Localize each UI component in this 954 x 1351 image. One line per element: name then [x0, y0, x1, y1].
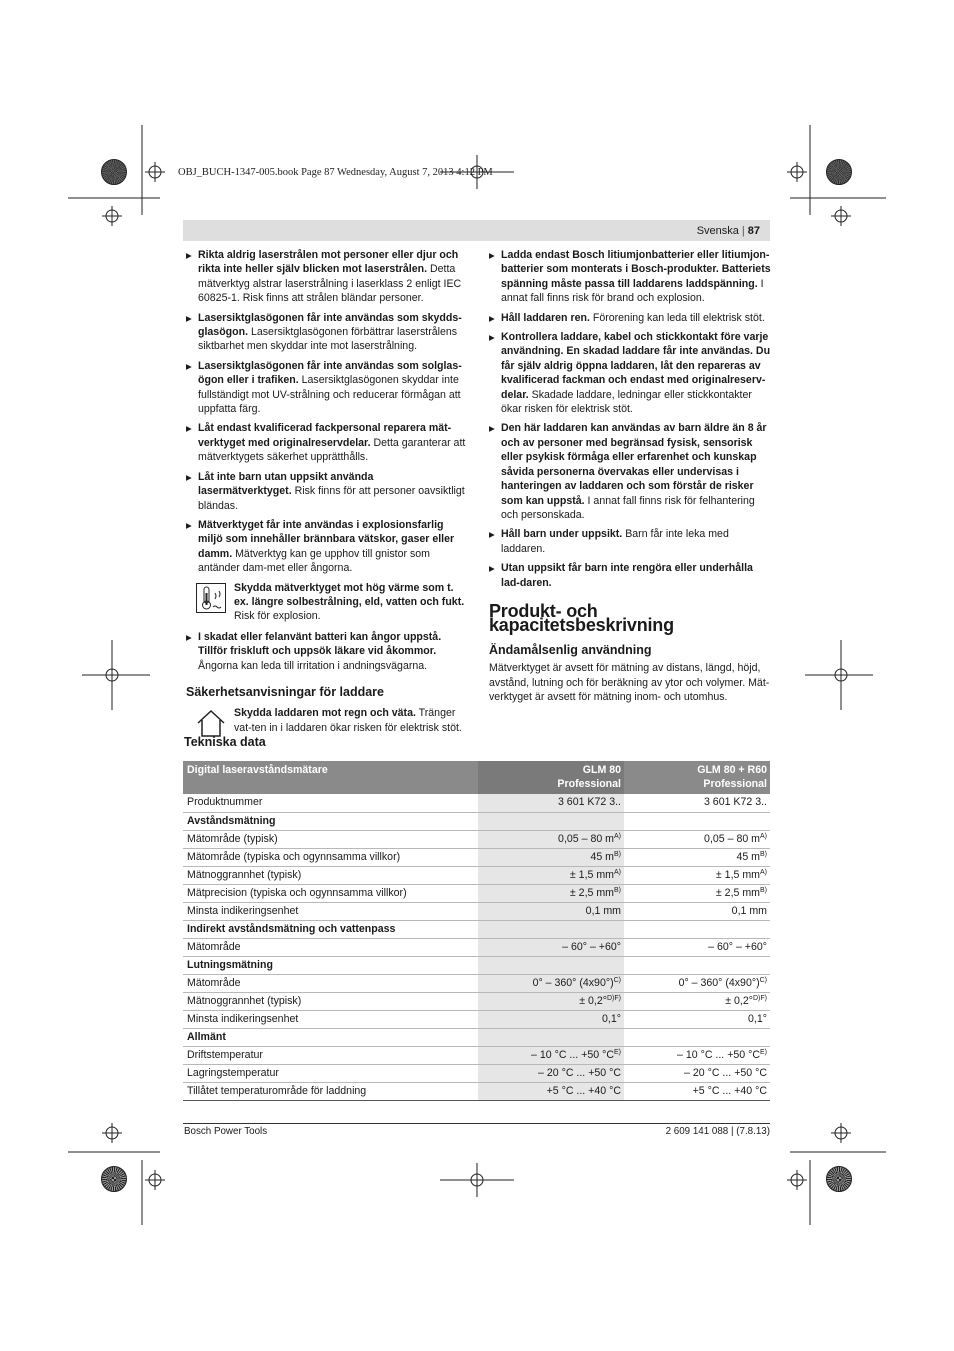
charger-bullet: ▶ Kontrollera laddare, kabel och stickkontakt före varje användning. En skadad laddare får inte användas. Du får själv aldrig öppna laddaren, låt den repareras av kvalificerad fackman och endast med originalreserv-delar. Skadade laddare, ledningar eller stickkontakter ökar risken för elektrisk stöt.	[489, 330, 771, 416]
row-value-glm80-r60: 0,1 mm	[624, 902, 770, 920]
row-value-glm80-r60: 0° – 360° $(4x90^\circ)^{C)}$	[624, 974, 770, 992]
row-value-glm80-r60	[624, 812, 770, 830]
footer-brand: Bosch Power Tools	[184, 1126, 268, 1137]
row-label: Mätområde (typiska och ogynnsamma villkor)	[183, 848, 478, 866]
safety-bullet: ▶ Mätverktyget får inte användas i explosionsfarlig miljö som innehåller brännbara vätskor, gaser eller damm. Mätverktyg kan ge upphov till gnistor som antänder dam-met eller ångorna.	[186, 518, 468, 576]
header-label: Digital laseravståndsmätare	[183, 761, 478, 794]
charger-bullet: ▶ Utan uppsikt får barn inte rengöra eller underhålla lad-daren.	[489, 561, 771, 590]
row-value-glm80: 3 601 K72 3..	[478, 794, 624, 812]
intended-use-heading: Ändamålsenlig användning	[489, 642, 652, 657]
safety-bullet: ▶ Lasersiktglasögonen får inte användas som skydds-glasögon. Lasersiktglasögonen förbättrar laserstrålens siktbarhet men skyddar inte mot laserstrålning.	[186, 311, 468, 354]
intended-use-text: Mätverktyget är avsett för mätning av distans, längd, höjd, avstånd, lutning och för beräkning av ytor och volymer. Mät-verktyget är avsett för mätning inom- och utomhus.	[489, 662, 770, 703]
row-label: Lagringstemperatur	[183, 1064, 478, 1082]
table-row	[183, 794, 770, 812]
charger-safety-heading: Säkerhetsanvisningar för laddare	[186, 684, 384, 699]
safety-bullet: ▶ Rikta aldrig laserstrålen mot personer eller djur och rikta inte heller själv blicken mot laserstrålen. Detta mätverktyg alstrar laserstrålning i laserklass 2 enligt IEC 60825-1. Risk finns att strålen bländar personer.	[186, 248, 468, 306]
table-row	[183, 1082, 770, 1100]
row-label: Allmänt	[183, 1028, 478, 1046]
table-section-row	[183, 920, 770, 938]
table-section-row	[183, 1028, 770, 1046]
row-value-glm80: – 10 °C ... +50 $^\circ C^{E)}$	[478, 1046, 624, 1064]
row-value-glm80: +5 °C ... +40 °C	[478, 1082, 624, 1100]
thermometer-water-icon	[196, 583, 226, 613]
row-value-glm80-r60	[624, 1028, 770, 1046]
row-value-glm80	[478, 812, 624, 830]
row-label: Indirekt avståndsmätning och vattenpass	[183, 920, 478, 938]
table-body	[183, 794, 770, 1100]
row-label: Tillåtet temperaturområde för laddning	[183, 1082, 478, 1100]
table-row	[183, 902, 770, 920]
table-row	[183, 992, 770, 1010]
row-value-glm80: 0° – 360° $(4x90^\circ)^{C)}$	[478, 974, 624, 992]
row-label: Lutningsmätning	[183, 956, 478, 974]
row-value-glm80	[478, 920, 624, 938]
footer-rule	[183, 1123, 770, 1124]
row-value-glm80-r60: – 10 °C ... +50 $^\circ C^{E)}$	[624, 1046, 770, 1064]
page-number: 87	[747, 224, 760, 237]
left-column	[186, 248, 468, 752]
table-row	[183, 938, 770, 956]
row-value-glm80: ± 1,5 $mm^{A)}$	[478, 866, 624, 884]
right-column	[489, 248, 771, 704]
charger-bullet: ▶ Den här laddaren kan användas av barn äldre än 8 år och av personer med begränsad fysisk, sensorisk eller psykisk förmåga eller erfarenhet och kunskap såvida personerna övervakas eller undervisas i hanteringen av laddaren och som förstår de risker som kan uppstå. I annat fall finns risk för felhantering och personskada.	[489, 421, 771, 522]
row-value-glm80	[478, 956, 624, 974]
table-row	[183, 884, 770, 902]
charger-bullet: ▶ Ladda endast Bosch litiumjonbatterier eller litiumjon-batterier som monterats i Bosch-produkter. Batteriets spänning måste passa till laddarens laddspänning. I annat fall finns risk för brand och explosion.	[489, 248, 771, 306]
row-value-glm80-r60: – 20 °C ... +50 °C	[624, 1064, 770, 1082]
row-label: Mätnoggrannhet (typisk)	[183, 866, 478, 884]
row-value-glm80-r60: 0,1°	[624, 1010, 770, 1028]
table-section-row	[183, 956, 770, 974]
row-value-glm80-r60: ± 0,2°$^{D)F)}$	[624, 992, 770, 1010]
header-glm80: GLM 80 Professional	[478, 761, 624, 794]
row-value-glm80: – 60° – +60°	[478, 938, 624, 956]
safety-bullet: ▶ Lasersiktglasögonen får inte användas som solglas-ögon eller i trafiken. Lasersiktglasögonen skyddar inte fullständigt mot UV-strålning och reducerar förmågan att uppfatta färg.	[186, 359, 468, 417]
row-label: Mätområde	[183, 974, 478, 992]
product-heading: Produkt- och kapacitetsbeskrivning	[489, 600, 674, 636]
rain-warning: Skydda laddaren mot regn och väta. Tränger vat-ten in i laddaren ökar risken för elektrisk stöt.	[186, 706, 468, 746]
header-language: Svenska	[696, 224, 739, 237]
print-slug: OBJ_BUCH-1347-005.book Page 87 Wednesday, August 7, 2013 4:12 PM	[178, 167, 493, 178]
table-header-row	[183, 761, 770, 794]
row-label: Mätprecision (typiska och ogynnsamma villkor)	[183, 884, 478, 902]
row-value-glm80: 0,1°	[478, 1010, 624, 1028]
page-header	[183, 220, 770, 241]
row-label: Driftstemperatur	[183, 1046, 478, 1064]
row-value-glm80: – 20 °C ... +50 °C	[478, 1064, 624, 1082]
row-label: Mätområde	[183, 938, 478, 956]
table-row	[183, 1046, 770, 1064]
row-value-glm80-r60: +5 °C ... +40 °C	[624, 1082, 770, 1100]
footer-docnumber: 2 609 141 088 | (7.8.13)	[665, 1126, 770, 1137]
row-value-glm80-r60	[624, 956, 770, 974]
safety-bullet: ▶ Låt endast kvalificerad fackpersonal reparera mät-verktyget med originalreservdelar. Detta garanterar att mätverktygets säkerhet upprätthålls.	[186, 421, 468, 464]
row-label: Avståndsmätning	[183, 812, 478, 830]
row-label: Produktnummer	[183, 794, 478, 812]
table-row	[183, 1010, 770, 1028]
row-value-glm80-r60	[624, 920, 770, 938]
table-row	[183, 830, 770, 848]
row-label: Mätområde (typisk)	[183, 830, 478, 848]
row-label: Minsta indikeringsenhet	[183, 1010, 478, 1028]
header-separator: |	[741, 224, 745, 237]
table-row	[183, 848, 770, 866]
table-section-row	[183, 812, 770, 830]
row-value-glm80-r60: – 60° – +60°	[624, 938, 770, 956]
row-value-glm80: 0,05 – 80 $m^{A)}$	[478, 830, 624, 848]
row-value-glm80-r60: 0,05 – 80 $m^{A)}$	[624, 830, 770, 848]
table-row	[183, 1064, 770, 1082]
row-value-glm80: ± 2,5 $mm^{B)}$	[478, 884, 624, 902]
technical-data-heading: Tekniska data	[184, 735, 266, 749]
charger-bullet: ▶ Håll laddaren ren. Förorening kan leda till elektrisk stöt.	[489, 311, 771, 325]
row-value-glm80: 0,1 mm	[478, 902, 624, 920]
row-value-glm80-r60: ± 1,5 $mm^{A)}$	[624, 866, 770, 884]
row-value-glm80-r60: 3 601 K72 3..	[624, 794, 770, 812]
row-label: Minsta indikeringsenhet	[183, 902, 478, 920]
row-label: Mätnoggrannhet (typisk)	[183, 992, 478, 1010]
safety-bullet: ▶ Låt inte barn utan uppsikt använda lasermätverktyget. Risk finns för att personer oavsiktligt bländas.	[186, 470, 468, 513]
technical-data-table	[183, 761, 770, 1101]
row-value-glm80-r60: 45 $m^{B)}$	[624, 848, 770, 866]
row-value-glm80: 45 $m^{B)}$	[478, 848, 624, 866]
table-row	[183, 866, 770, 884]
row-value-glm80: ± 0,2°$^{D)F)}$	[478, 992, 624, 1010]
row-value-glm80-r60: ± 2,5 $mm^{B)}$	[624, 884, 770, 902]
charger-bullet: ▶ Håll barn under uppsikt. Barn får inte leka med laddaren.	[489, 527, 771, 556]
header-glm80-r60: GLM 80 + R60 Professional	[624, 761, 770, 794]
battery-bullet: ▶ I skadat eller felanvänt batteri kan ångor uppstå. Tillför friskluft och uppsök läkare vid åkommor. Ångorna kan leda till irritation i andningsvägarna.	[186, 630, 468, 673]
table-row	[183, 974, 770, 992]
row-value-glm80	[478, 1028, 624, 1046]
house-icon	[196, 708, 226, 738]
heat-warning: Skydda mätverktyget mot hög värme som t. ex. längre solbestrålning, eld, vatten och fukt. Risk för explosion.	[186, 581, 468, 624]
